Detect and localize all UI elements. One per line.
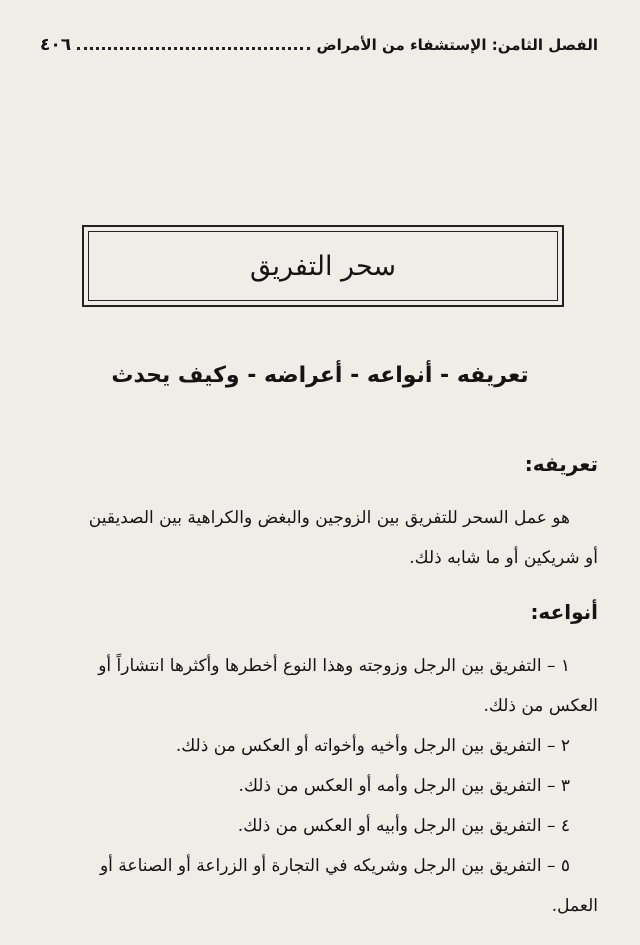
- definition-line: هو عمل السحر للتفريق بين الزوجين والبغض والكراهية بين الصديقين: [88, 508, 570, 528]
- types-list: [42, 646, 598, 926]
- definition-heading: تعريفه:: [524, 452, 598, 476]
- list-item: ٥ – التفريق بين الرجل وشريكه في التجارة أو الزراعة أو الصناعة أو: [99, 856, 570, 876]
- chapter-title: الفصل الثامن: الإستشفاء من الأمراض: [316, 36, 598, 54]
- definition-paragraph: [42, 498, 598, 578]
- section-subtitle: تعريفه - أنواعه - أعراضه - وكيف يحدث: [111, 363, 529, 388]
- list-item: ١ – التفريق بين الرجل وزوجته وهذا النوع أخطرها وأكثرها انتشاراً أو: [98, 656, 570, 676]
- list-item-continuation: العمل.: [551, 896, 598, 916]
- types-heading: أنواعه:: [530, 600, 598, 624]
- list-item-continuation: العكس من ذلك.: [483, 696, 598, 716]
- list-item: ٣ – التفريق بين الرجل وأمه أو العكس من ذلك.: [238, 776, 570, 796]
- definition-line: أو شريكين أو ما شابه ذلك.: [409, 548, 598, 568]
- running-header: [40, 32, 598, 58]
- section-title: سحر التفريق: [88, 231, 558, 301]
- page-number: ٤٠٦: [40, 35, 72, 55]
- header-dot-leader: [77, 47, 310, 50]
- title-frame: [82, 225, 564, 307]
- list-item: ٤ – التفريق بين الرجل وأبيه أو العكس من ذلك.: [237, 816, 570, 836]
- list-item: ٢ – التفريق بين الرجل وأخيه وأخواته أو العكس من ذلك.: [175, 736, 570, 756]
